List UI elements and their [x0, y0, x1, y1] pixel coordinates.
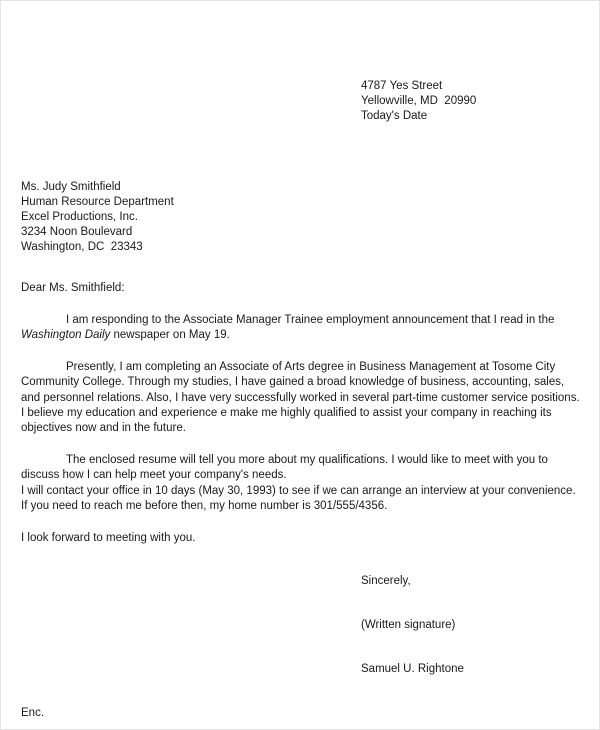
complimentary-close: Sincerely, — [361, 575, 411, 588]
body-paragraph-2: Presently, I am completing an Associate of Arts degree in Business Management at Tosome City Community College. Through my studies, I have gained a broad knowledge of business, accounting, sales, and personnel relations. Also, I have very successfully worked in several part-time customer service positions. I believe my education and experience e make me highly qualified to assist your company in reaching its objectives now and in the future. — [21, 361, 580, 435]
recipient-department: Human Resource Department — [21, 195, 174, 208]
recipient-company: Excel Productions, Inc. — [21, 211, 138, 224]
signature-placeholder: (Written signature) — [361, 619, 456, 632]
body-paragraph-1 — [21, 313, 581, 343]
return-address-line-date: Today's Date — [361, 110, 428, 123]
salutation: Dear Ms. Smithfield: — [21, 281, 125, 294]
return-address-line-street: 4787 Yes Street — [361, 80, 443, 92]
recipient-address-block — [21, 180, 581, 256]
paragraph-3-sentence-1: The enclosed resume will tell you more about my qualifications. I would like to meet with you to discuss how I can help meet your company's needs. — [21, 454, 548, 482]
return-address-line-city-state-zip: Yellowville, MD 20990 — [361, 95, 477, 108]
body-paragraph-4: I look forward to meeting with you. — [21, 532, 196, 545]
newspaper-title-italic: Washington Daily — [21, 329, 111, 342]
recipient-name: Ms. Judy Smithfield — [21, 180, 121, 193]
closing-block — [361, 574, 581, 677]
sender-name: Samuel U. Rightone — [361, 662, 464, 675]
return-address-block — [361, 1, 581, 125]
body-paragraph-3 — [21, 453, 581, 514]
enclosure-notation: Enc. — [21, 706, 45, 719]
recipient-city-state-zip: Washington, DC 23343 — [21, 241, 143, 254]
paragraph-1-text-before-italic: I am responding to the Associate Manager Trainee employment announcement that I read in the — [66, 313, 555, 326]
letter-body — [21, 1, 581, 721]
paragraph-3-sentence-2: I will contact your office in 10 days (May 30, 1993) to see if we can arrange an interview at your convenience. If you need to reach me before then, my home number is 301/555/4356. — [21, 484, 576, 512]
recipient-street: 3234 Noon Boulevard — [21, 226, 133, 239]
paragraph-1-text-after-italic: newspaper on May 19. — [110, 329, 230, 342]
